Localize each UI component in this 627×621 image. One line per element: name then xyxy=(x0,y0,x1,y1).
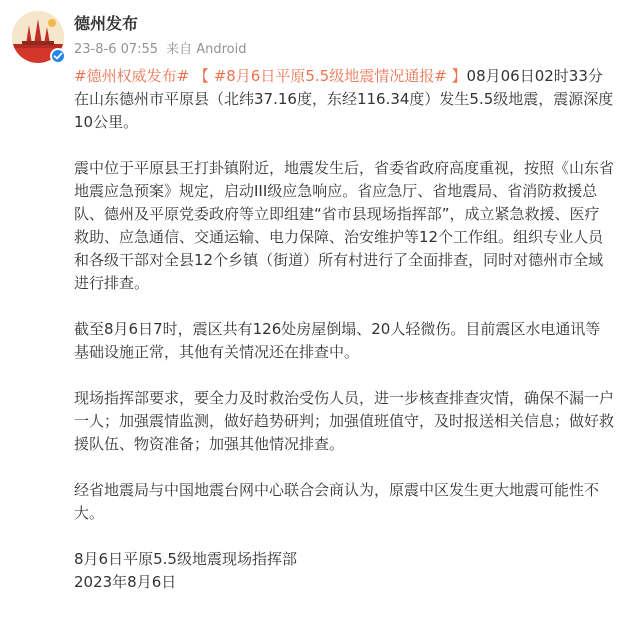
post-meta xyxy=(74,41,246,59)
post-time[interactable]: 23-8-6 07:55 xyxy=(74,42,159,57)
paragraph-requirements: 现场指挥部要求，要全力及时救治受伤人员，进一步核查排查灾情，确保不漏一户一人；加强震情监测，做好趋势研判；加强值班值守，及时报送相关信息；做好救援队伍、物资准备；加强其他情况排查。 xyxy=(74,389,615,453)
post-source: 来自 Android xyxy=(166,42,247,57)
paragraph-intro-text: 08月06日02时33分在山东德州市平原县（北纬37.16度，东经116.34度）发生5.5级地震，震源深度10公里。 xyxy=(74,67,614,131)
paragraph-assessment: 经省地震局与中国地震台网中心联合会商认为，原震中区发生更大地震可能性不大。 xyxy=(74,481,600,522)
paragraph-intro xyxy=(74,65,614,134)
paragraph-response: 震中位于平原县王打卦镇附近，地震发生后，省委省政府高度重视，按照《山东省地震应急预案》规定，启动III级应急响应。省应急厅、省地震局、省消防救援总队、德州及平原党委政府等立即组建“省市县现场指挥部”，成立紧急救援、医疗救助、应急通信、交通运输、电力保障、治安维护等12个工作组。组织专业人员和各级干部对全县12个乡镇（街道）所有村进行了全面排查，同时对德州市全域进行排查。 xyxy=(74,159,615,292)
verified-badge-icon xyxy=(50,48,66,64)
post-header xyxy=(12,11,612,63)
topic-link-earthquake-report[interactable]: 【 #8月6日平原5.5级地震情况通报# 】 xyxy=(193,67,467,85)
username-link[interactable]: 德州发布 xyxy=(74,14,139,33)
paragraph-damage: 截至8月6日7时，震区共有126处房屋倒塌、20人轻微伤。目前震区水电通讯等基础设施正常，其他有关情况还在排查中。 xyxy=(74,320,601,361)
signature-date: 2023年8月6日 xyxy=(74,573,177,591)
signature-org: 8月6日平原5.5级地震现场指挥部 xyxy=(74,550,297,568)
topic-link-dezhou[interactable]: #德州权威发布# xyxy=(74,67,190,85)
signature-block xyxy=(74,548,614,594)
post-content xyxy=(74,65,614,594)
